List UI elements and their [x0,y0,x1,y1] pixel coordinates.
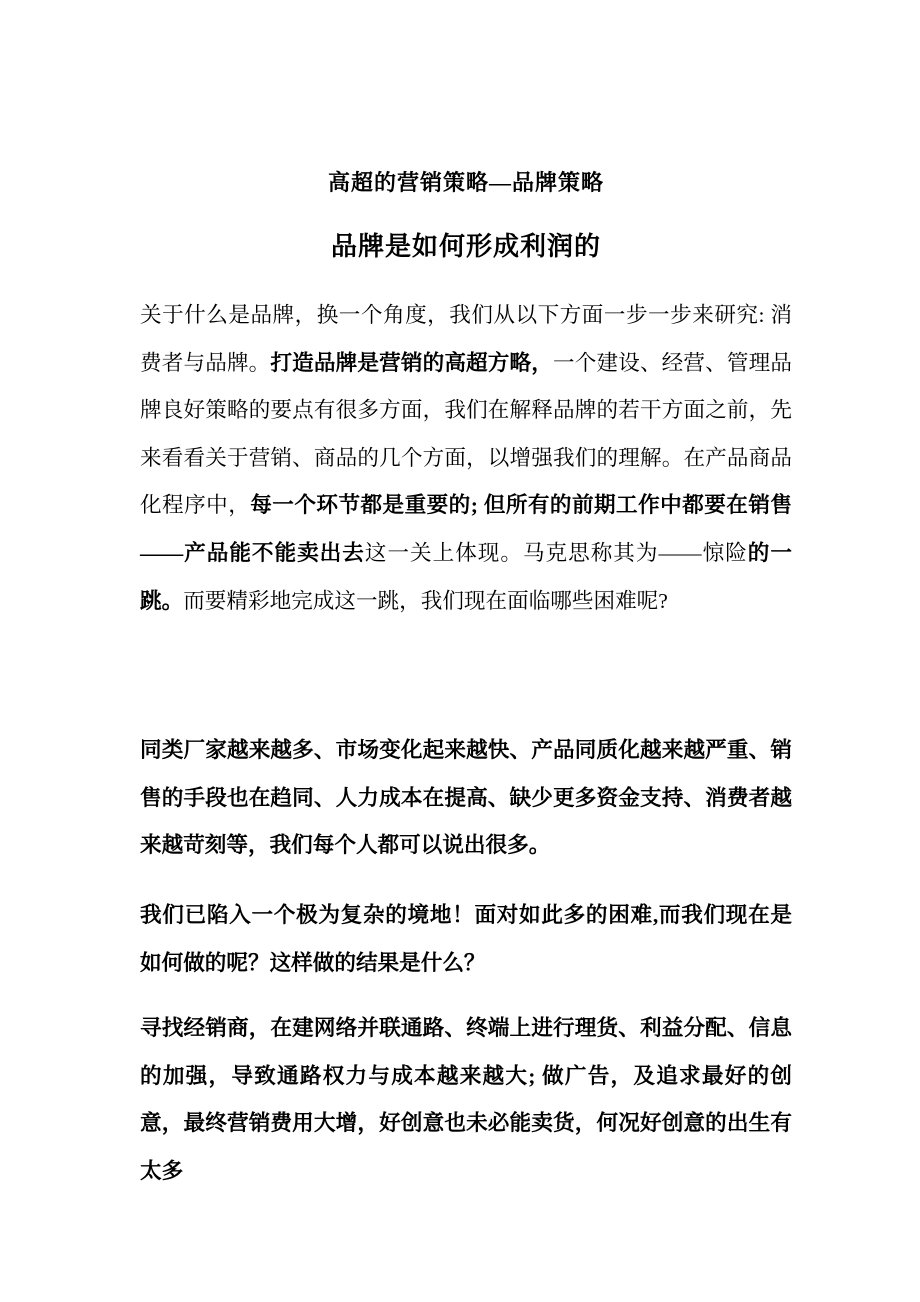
document-page [140,0,792,1196]
text-run: 而要精彩地完成这一跳，我们现在面临哪些困难呢? [183,588,668,613]
paragraph-4 [140,1005,792,1195]
text-run-bold: 的一跳。 [140,540,792,613]
document-subtitle: 品牌是如何形成利润的 [330,232,601,261]
text-run-bold: 寻找经销商，在建网络并联通路、终端上进行理货、利益分配、信息的加强，导致通路权力与成本越来越大; 做广告，及追求最好的创意，最终营销费用大增，好创意也未必能卖货，何况好创意的出生有太多 [140,1016,792,1183]
text-run-bold: 打造品牌是营销的高超方略， [270,350,553,375]
text-run: 这一关上体现。马克思称其为——惊险 [364,540,748,565]
text-run: 一个建设、经营、管理品牌良好策略的要点有很多方面，我们在解释品牌的若干方面之前，先来看看关于营销、商品的几个方面，以增强我们的理解。在产品商品化程序中， [140,350,792,518]
text-run-bold: 同类厂家越来越多、市场变化起来越快、产品同质化越来越严重、销售的手段也在趋同、人力成本在提高、缺少更多资金支持、消费者越来越苛刻等，我们每个人都可以说出很多。 [140,738,792,858]
paragraph-2 [140,727,792,870]
paragraph-3 [140,892,792,987]
paragraph-1 [140,292,792,625]
text-run-bold: 每一个环节都是重要的; 但所有的前期工作中都要在销售——产品能不能卖出去 [140,493,792,565]
text-run: 关于什么是品牌，换一个角度，我们从以下方面一步一步来研究: 消费者与品牌。 [140,303,792,375]
text-run-bold: 我们已陷入一个极为复杂的境地！面对如此多的困难,而我们现在是如何做的呢？这样做的结果是什么？ [140,902,792,975]
document-title: 高超的营销策略—品牌策略 [327,170,604,195]
